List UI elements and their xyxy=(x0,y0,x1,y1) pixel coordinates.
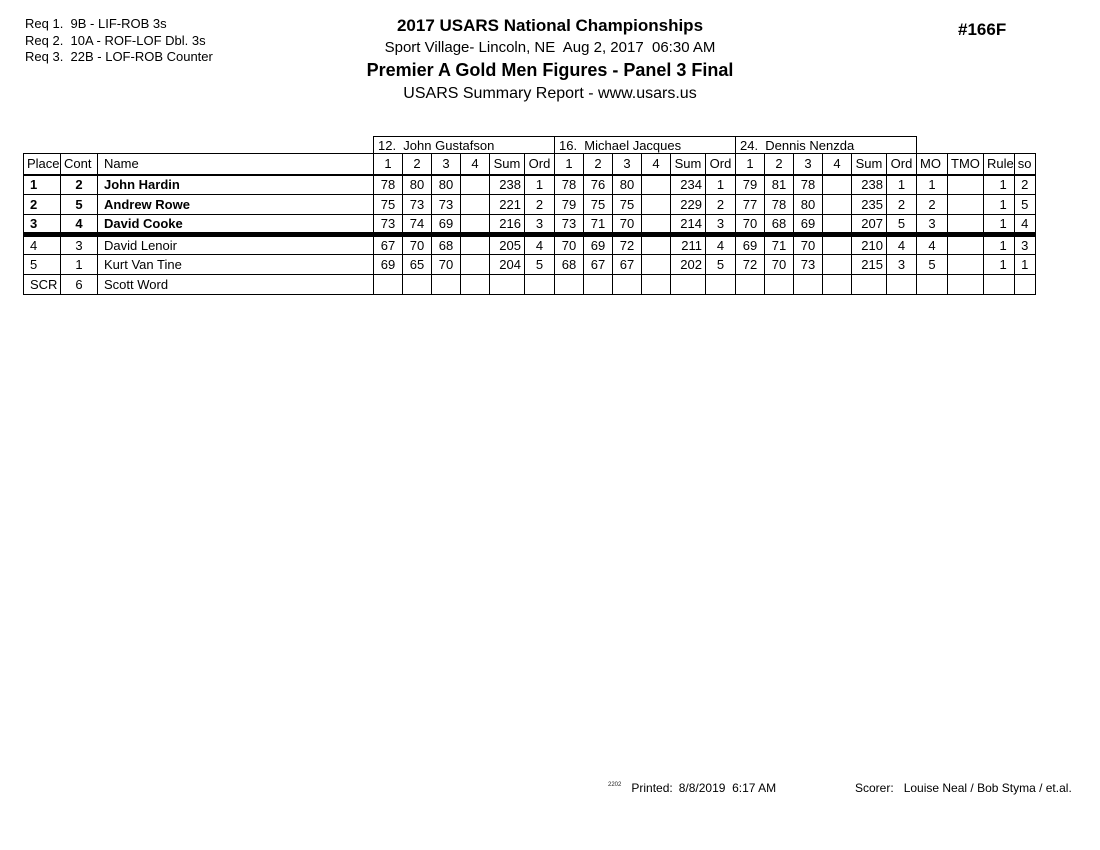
cell-judge2-score-1: 79 xyxy=(555,195,584,215)
header-rule: Rule xyxy=(984,154,1015,175)
cell-judge3-score-1 xyxy=(736,275,765,295)
cell-judge3-score-2: 81 xyxy=(765,175,794,195)
cell-judge2-ord: 5 xyxy=(706,255,736,275)
judge-row-left-spacer xyxy=(24,137,374,154)
cell-judge3-sum: 210 xyxy=(852,235,887,255)
cell-judge2-score-1: 73 xyxy=(555,215,584,235)
judge-row-right-spacer xyxy=(917,137,1036,154)
header-so: so xyxy=(1014,154,1035,175)
header-j1-sum: Sum xyxy=(490,154,525,175)
cell-place: SCR xyxy=(24,275,61,295)
cell-judge3-score-1: 77 xyxy=(736,195,765,215)
cell-judge3-score-2: 71 xyxy=(765,235,794,255)
header-j2-ord: Ord xyxy=(706,154,736,175)
header-j1-2: 2 xyxy=(403,154,432,175)
event-title: Premier A Gold Men Figures - Panel 3 Final xyxy=(366,60,734,80)
cell-judge2-sum: 211 xyxy=(671,235,706,255)
cell-judge2-score-2: 75 xyxy=(584,195,613,215)
cell-judge2-ord: 1 xyxy=(706,175,736,195)
cell-so: 1 xyxy=(1014,255,1035,275)
cell-so: 5 xyxy=(1014,195,1035,215)
cell-judge3-ord: 2 xyxy=(887,195,917,215)
cell-judge1-sum: 221 xyxy=(490,195,525,215)
cell-judge1-ord: 3 xyxy=(525,215,555,235)
scorer-label: Scorer: xyxy=(855,781,894,795)
cell-judge2-score-3: 67 xyxy=(613,255,642,275)
header-cont: Cont xyxy=(61,154,98,175)
table-row xyxy=(24,235,1036,255)
cell-judge3-score-2: 70 xyxy=(765,255,794,275)
cell-mo xyxy=(917,275,948,295)
cell-judge1-score-1: 78 xyxy=(374,175,403,195)
cell-judge2-score-1: 78 xyxy=(555,175,584,195)
cell-judge1-score-1: 67 xyxy=(374,235,403,255)
cell-judge1-sum: 216 xyxy=(490,215,525,235)
judge-1-name: 12. John Gustafson xyxy=(374,137,555,154)
cell-so xyxy=(1014,275,1035,295)
header-j1-4: 4 xyxy=(461,154,490,175)
cell-judge1-ord: 5 xyxy=(525,255,555,275)
cell-judge1-score-1 xyxy=(374,275,403,295)
cell-judge1-score-3: 69 xyxy=(432,215,461,235)
footer-version-superscript: 2202 xyxy=(608,782,622,788)
cell-judge3-ord: 4 xyxy=(887,235,917,255)
cell-judge1-score-2: 80 xyxy=(403,175,432,195)
table-row xyxy=(24,255,1036,275)
cell-judge3-sum: 238 xyxy=(852,175,887,195)
header-j3-sum: Sum xyxy=(852,154,887,175)
cell-judge3-score-1: 72 xyxy=(736,255,765,275)
cell-judge2-sum: 202 xyxy=(671,255,706,275)
cell-rule: 1 xyxy=(984,175,1015,195)
cell-judge2-sum: 229 xyxy=(671,195,706,215)
cell-judge3-sum: 215 xyxy=(852,255,887,275)
cell-judge1-sum: 238 xyxy=(490,175,525,195)
cell-rule: 1 xyxy=(984,215,1015,235)
column-header-row xyxy=(24,154,1036,175)
judge-2-name: 16. Michael Jacques xyxy=(555,137,736,154)
cell-name: Kurt Van Tine xyxy=(98,255,374,275)
cell-judge1-score-4 xyxy=(461,235,490,255)
cell-judge2-score-2: 67 xyxy=(584,255,613,275)
cell-judge2-ord: 2 xyxy=(706,195,736,215)
cell-judge2-score-1: 70 xyxy=(555,235,584,255)
cell-name: David Lenoir xyxy=(98,235,374,255)
cell-tmo xyxy=(948,235,984,255)
cell-judge1-score-3 xyxy=(432,275,461,295)
header-j2-1: 1 xyxy=(555,154,584,175)
cell-judge3-sum: 235 xyxy=(852,195,887,215)
cell-judge2-score-3: 72 xyxy=(613,235,642,255)
cell-judge3-score-1: 79 xyxy=(736,175,765,195)
cell-judge1-score-4 xyxy=(461,195,490,215)
cell-judge3-score-3: 80 xyxy=(794,195,823,215)
cell-name: John Hardin xyxy=(98,175,374,195)
header-j2-2: 2 xyxy=(584,154,613,175)
printed-value: 8/8/2019 6:17 AM xyxy=(678,781,777,795)
cell-place: 1 xyxy=(24,175,61,195)
cell-mo: 3 xyxy=(917,215,948,235)
cell-cont: 6 xyxy=(61,275,98,295)
cell-judge2-score-2: 76 xyxy=(584,175,613,195)
cell-judge3-ord xyxy=(887,275,917,295)
cell-place: 4 xyxy=(24,235,61,255)
cell-judge3-score-3: 73 xyxy=(794,255,823,275)
table-row xyxy=(24,195,1036,215)
cell-judge2-sum: 214 xyxy=(671,215,706,235)
cell-judge3-score-4 xyxy=(823,195,852,215)
cell-judge2-ord: 4 xyxy=(706,235,736,255)
judge-3-name: 24. Dennis Nenzda xyxy=(736,137,917,154)
cell-judge3-score-4 xyxy=(823,175,852,195)
cell-judge3-sum: 207 xyxy=(852,215,887,235)
cell-judge1-score-4 xyxy=(461,215,490,235)
header-j1-3: 3 xyxy=(432,154,461,175)
cell-tmo xyxy=(948,215,984,235)
cell-judge3-score-1: 69 xyxy=(736,235,765,255)
cell-judge2-score-2: 71 xyxy=(584,215,613,235)
cell-place: 3 xyxy=(24,215,61,235)
cell-judge1-ord: 4 xyxy=(525,235,555,255)
cell-judge2-score-2: 69 xyxy=(584,235,613,255)
cell-judge2-sum: 234 xyxy=(671,175,706,195)
cell-so: 3 xyxy=(1014,235,1035,255)
cell-judge1-score-3: 68 xyxy=(432,235,461,255)
cell-judge1-score-4 xyxy=(461,255,490,275)
printed-label: Printed: xyxy=(631,781,673,795)
cell-judge3-ord: 1 xyxy=(887,175,917,195)
scorer-line xyxy=(855,781,1072,795)
cell-judge1-score-2: 70 xyxy=(403,235,432,255)
cell-place: 2 xyxy=(24,195,61,215)
cell-judge2-score-3: 75 xyxy=(613,195,642,215)
cell-judge3-score-4 xyxy=(823,255,852,275)
cell-judge2-ord: 3 xyxy=(706,215,736,235)
table-row xyxy=(24,275,1036,295)
cell-judge1-score-3: 73 xyxy=(432,195,461,215)
cell-so: 2 xyxy=(1014,175,1035,195)
cell-judge2-score-4 xyxy=(642,215,671,235)
results-table xyxy=(23,136,1036,295)
cell-judge1-score-3: 80 xyxy=(432,175,461,195)
cell-judge3-sum xyxy=(852,275,887,295)
cell-judge1-score-2 xyxy=(403,275,432,295)
cell-mo: 4 xyxy=(917,235,948,255)
cell-judge1-ord: 2 xyxy=(525,195,555,215)
cell-rule: 1 xyxy=(984,255,1015,275)
cell-judge3-score-2: 68 xyxy=(765,215,794,235)
cell-judge2-score-3: 80 xyxy=(613,175,642,195)
venue-date-line: Sport Village- Lincoln, NE Aug 2, 2017 06:30 AM xyxy=(384,39,716,56)
cell-judge1-ord xyxy=(525,275,555,295)
cell-judge3-score-2: 78 xyxy=(765,195,794,215)
cell-cont: 1 xyxy=(61,255,98,275)
requirement-line-2: Req 2. 10A - ROF-LOF Dbl. 3s xyxy=(25,32,206,48)
table-row xyxy=(24,175,1036,195)
header-j3-ord: Ord xyxy=(887,154,917,175)
cell-tmo xyxy=(948,175,984,195)
cell-judge2-sum xyxy=(671,275,706,295)
cell-cont: 2 xyxy=(61,175,98,195)
cell-judge3-score-2 xyxy=(765,275,794,295)
cell-judge2-score-1 xyxy=(555,275,584,295)
cell-cont: 5 xyxy=(61,195,98,215)
cell-judge1-score-1: 69 xyxy=(374,255,403,275)
cell-judge1-sum: 204 xyxy=(490,255,525,275)
header-j1-ord: Ord xyxy=(525,154,555,175)
cell-judge1-score-4 xyxy=(461,275,490,295)
cell-judge3-score-3: 78 xyxy=(794,175,823,195)
cell-judge2-score-4 xyxy=(642,235,671,255)
cell-rule xyxy=(984,275,1015,295)
cell-judge1-score-1: 73 xyxy=(374,215,403,235)
cell-name: Andrew Rowe xyxy=(98,195,374,215)
header-tmo: TMO xyxy=(948,154,984,175)
cell-cont: 4 xyxy=(61,215,98,235)
cell-judge1-score-1: 75 xyxy=(374,195,403,215)
header-j3-4: 4 xyxy=(823,154,852,175)
cell-judge1-score-4 xyxy=(461,175,490,195)
cell-judge2-ord xyxy=(706,275,736,295)
requirement-line-1: Req 1. 9B - LIF-ROB 3s xyxy=(25,16,167,31)
cell-mo: 5 xyxy=(917,255,948,275)
cell-mo: 1 xyxy=(917,175,948,195)
cell-judge3-score-4 xyxy=(823,235,852,255)
cell-judge3-score-3: 69 xyxy=(794,215,823,235)
cell-judge1-score-2: 74 xyxy=(403,215,432,235)
cell-judge3-ord: 3 xyxy=(887,255,917,275)
cell-judge1-score-2: 65 xyxy=(403,255,432,275)
cell-tmo xyxy=(948,275,984,295)
header-j2-4: 4 xyxy=(642,154,671,175)
header-j2-3: 3 xyxy=(613,154,642,175)
cell-judge3-score-1: 70 xyxy=(736,215,765,235)
cell-judge3-ord: 5 xyxy=(887,215,917,235)
cell-judge1-sum: 205 xyxy=(490,235,525,255)
header-j1-1: 1 xyxy=(374,154,403,175)
cell-name: Scott Word xyxy=(98,275,374,295)
header-j2-sum: Sum xyxy=(671,154,706,175)
event-number: #166F xyxy=(958,20,1007,39)
cell-judge2-score-2 xyxy=(584,275,613,295)
report-subtitle: USARS Summary Report - www.usars.us xyxy=(403,85,697,102)
header-j3-3: 3 xyxy=(794,154,823,175)
cell-rule: 1 xyxy=(984,235,1015,255)
header-mo: MO xyxy=(917,154,948,175)
title-block xyxy=(0,16,1100,103)
cell-judge1-ord: 1 xyxy=(525,175,555,195)
header-name: Name xyxy=(98,154,374,175)
cell-judge1-score-2: 73 xyxy=(403,195,432,215)
cell-judge3-score-3 xyxy=(794,275,823,295)
cell-cont: 3 xyxy=(61,235,98,255)
cell-judge1-score-3: 70 xyxy=(432,255,461,275)
cell-judge2-score-1: 68 xyxy=(555,255,584,275)
cell-judge1-sum xyxy=(490,275,525,295)
cell-judge3-score-4 xyxy=(823,275,852,295)
header-j3-1: 1 xyxy=(736,154,765,175)
header-j3-2: 2 xyxy=(765,154,794,175)
printed-line xyxy=(608,781,776,795)
cell-judge2-score-4 xyxy=(642,195,671,215)
results-tbody xyxy=(24,175,1036,295)
cell-rule: 1 xyxy=(984,195,1015,215)
cell-name: David Cooke xyxy=(98,215,374,235)
cell-judge2-score-3: 70 xyxy=(613,215,642,235)
header-place: Place xyxy=(24,154,61,175)
cell-so: 4 xyxy=(1014,215,1035,235)
scorer-value: Louise Neal / Bob Styma / et.al. xyxy=(903,781,1072,795)
cell-judge3-score-4 xyxy=(823,215,852,235)
requirement-line-3: Req 3. 22B - LOF-ROB Counter xyxy=(25,49,213,64)
cell-judge2-score-4 xyxy=(642,275,671,295)
table-row xyxy=(24,215,1036,235)
cell-mo: 2 xyxy=(917,195,948,215)
cell-place: 5 xyxy=(24,255,61,275)
cell-judge2-score-4 xyxy=(642,175,671,195)
cell-tmo xyxy=(948,255,984,275)
cell-judge3-score-3: 70 xyxy=(794,235,823,255)
judge-header-row xyxy=(24,137,1036,154)
cell-judge2-score-4 xyxy=(642,255,671,275)
cell-judge2-score-3 xyxy=(613,275,642,295)
championship-title: 2017 USARS National Championships xyxy=(396,16,704,35)
cell-tmo xyxy=(948,195,984,215)
